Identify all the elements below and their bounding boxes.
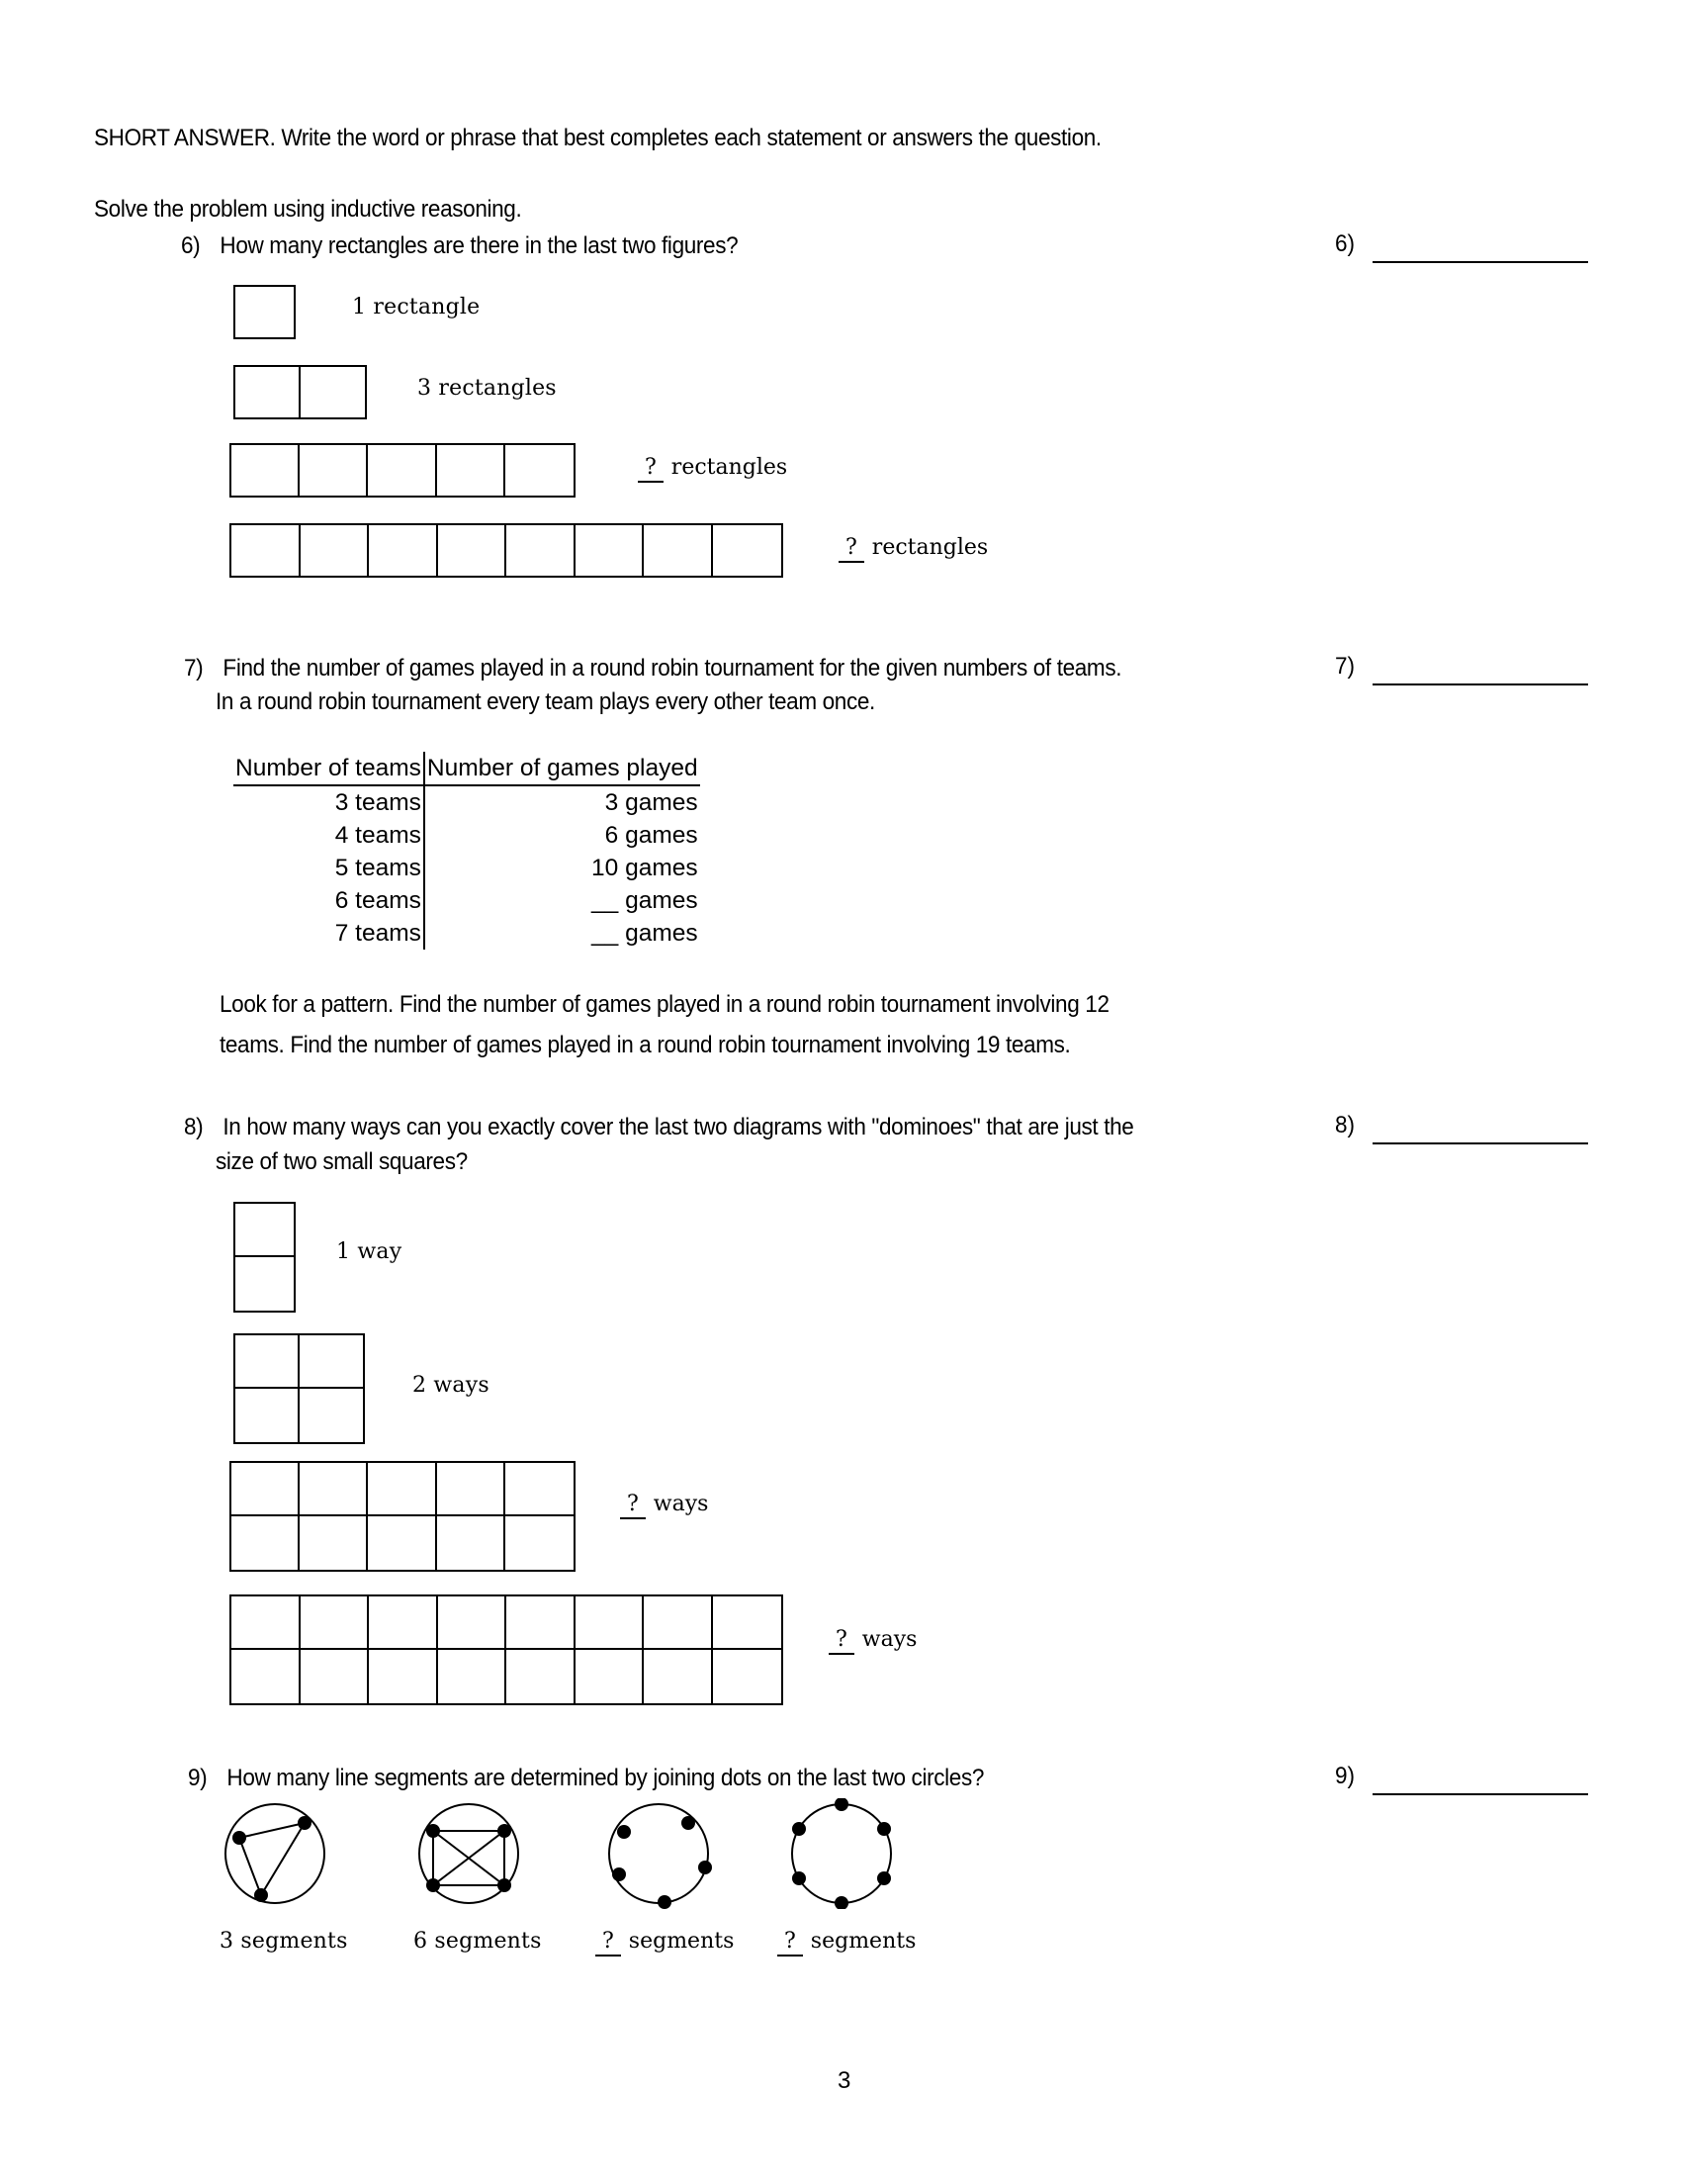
question-8-stem-line-2 (216, 1146, 1329, 1178)
question-7-line-1 (184, 653, 1237, 684)
cell-teams: 6 teams (233, 884, 424, 917)
q6-figure-1 (233, 285, 296, 339)
answer-blank-8[interactable] (1373, 1142, 1588, 1144)
q6-figure-3-blank[interactable] (638, 455, 787, 483)
q6-figure-4-label: rectangles (871, 535, 989, 560)
table-row (233, 819, 700, 852)
table-header-games: Number of games played (424, 752, 700, 785)
q8-figure-1-label: 1 way (336, 1239, 402, 1264)
cell-games: 3 games (604, 789, 698, 816)
cell-teams: 3 teams (233, 785, 424, 819)
table-header-teams: Number of teams (233, 752, 424, 785)
q8-figure-1 (233, 1202, 296, 1313)
q6-figure-3 (229, 443, 576, 498)
table-row (233, 785, 700, 819)
table-row (233, 917, 700, 950)
question-6-text-line-1: How many rectangles are there in the last two figures? (220, 232, 739, 259)
question-6-number-and-text (181, 230, 1213, 262)
q6-figure-2-label: 3 rectangles (417, 376, 557, 401)
q7-round-robin-table (233, 752, 700, 950)
q6-figure-4-question-mark: ? (839, 535, 864, 563)
q9-figure-3 (603, 1798, 714, 1914)
question-7-number: 7) (184, 655, 204, 682)
question-9-text-line-1: How many line segments are determined by joining dots on the last two circles? (226, 1765, 985, 1791)
q8-figure-4-question-mark: ? (829, 1627, 854, 1655)
section-directive (94, 194, 1379, 226)
cell-games[interactable]: __ games (591, 920, 698, 947)
q9-figure-4-blank[interactable] (777, 1929, 916, 1956)
question-9-line-1 (188, 1763, 1234, 1794)
q8-figure-2-label: 2 ways (412, 1373, 489, 1398)
page-number: 3 (838, 2067, 851, 2094)
question-6-number: 6) (181, 232, 201, 259)
q9-figure-3-blank[interactable] (595, 1929, 734, 1956)
q6-figure-2 (233, 365, 367, 419)
q9-figure-3-label: segments (628, 1929, 735, 1954)
question-7-followup-line-1 (220, 989, 1329, 1021)
q8-figure-3-label: ways (653, 1492, 709, 1516)
question-7-stem-line-2 (216, 686, 1329, 718)
answer-label-8: 8) (1335, 1112, 1356, 1138)
question-7-text-line-1: Find the number of games played in a round robin tournament for the given numbers of teams. (222, 655, 1122, 682)
q9-figure-4 (786, 1798, 897, 1914)
question-8-text-line-2: size of two small squares? (216, 1148, 468, 1175)
q8-figure-4 (229, 1594, 783, 1705)
answer-blank-6[interactable] (1373, 261, 1588, 263)
q6-figure-4-blank[interactable] (839, 535, 988, 563)
q8-figure-3-question-mark: ? (620, 1492, 646, 1519)
q6-figure-4 (229, 523, 783, 578)
question-7-text-line-2: In a round robin tournament every team plays every other team once. (216, 688, 875, 715)
cell-games: 10 games (591, 855, 698, 881)
q8-figure-3 (229, 1461, 576, 1572)
cell-games[interactable]: __ games (591, 887, 698, 914)
q9-figure-2-label: 6 segments (413, 1929, 542, 1954)
question-6-stem (181, 230, 1303, 262)
q6-figure-3-label: rectangles (670, 455, 788, 480)
q9-figure-1 (220, 1798, 330, 1914)
q8-figure-4-blank[interactable] (829, 1627, 917, 1655)
section-directive-text: Solve the problem using inductive reasoning. (94, 196, 522, 223)
q8-figure-3-blank[interactable] (620, 1492, 708, 1519)
cell-games: 6 games (604, 822, 698, 849)
answer-label-9: 9) (1335, 1763, 1356, 1789)
question-7-followup-text-2: teams. Find the number of games played in a round robin tournament involving 19 teams. (220, 1032, 1071, 1058)
answer-blank-7[interactable] (1373, 683, 1588, 685)
cell-teams: 5 teams (233, 852, 424, 884)
q9-figure-3-question-mark: ? (595, 1929, 621, 1956)
table-header-row (233, 752, 700, 785)
question-9-stem (188, 1763, 1325, 1794)
question-8-number: 8) (184, 1114, 204, 1140)
q9-figure-4-label: segments (810, 1929, 917, 1954)
question-7-followup-text-1: Look for a pattern. Find the number of games played in a round robin tournament involving 12 (220, 991, 1110, 1018)
q6-figure-3-question-mark: ? (638, 455, 664, 483)
short-answer-instruction (94, 123, 1379, 154)
question-8-line-1 (184, 1112, 1237, 1143)
q9-figure-1-label: 3 segments (220, 1929, 348, 1954)
question-7-stem (184, 653, 1329, 684)
answer-blank-9[interactable] (1373, 1793, 1588, 1795)
q8-figure-2 (233, 1333, 365, 1444)
answer-label-7: 7) (1335, 653, 1356, 680)
question-8-text-line-1: In how many ways can you exactly cover the last two diagrams with "dominoes" that are just the (222, 1114, 1134, 1140)
q9-figure-2 (413, 1798, 524, 1914)
answer-label-6: 6) (1335, 230, 1356, 257)
q9-figure-4-question-mark: ? (777, 1929, 803, 1956)
question-8-stem (184, 1112, 1329, 1143)
q8-figure-4-label: ways (861, 1627, 918, 1652)
q6-figure-1-label: 1 rectangle (352, 295, 481, 319)
cell-teams: 4 teams (233, 819, 424, 852)
short-answer-instruction-text: SHORT ANSWER. Write the word or phrase that best completes each statement or answers the question. (94, 125, 1102, 151)
table-row (233, 852, 700, 884)
question-7-followup-line-2 (220, 1030, 1329, 1061)
table-row (233, 884, 700, 917)
question-9-number: 9) (188, 1765, 208, 1791)
cell-teams: 7 teams (233, 917, 424, 950)
